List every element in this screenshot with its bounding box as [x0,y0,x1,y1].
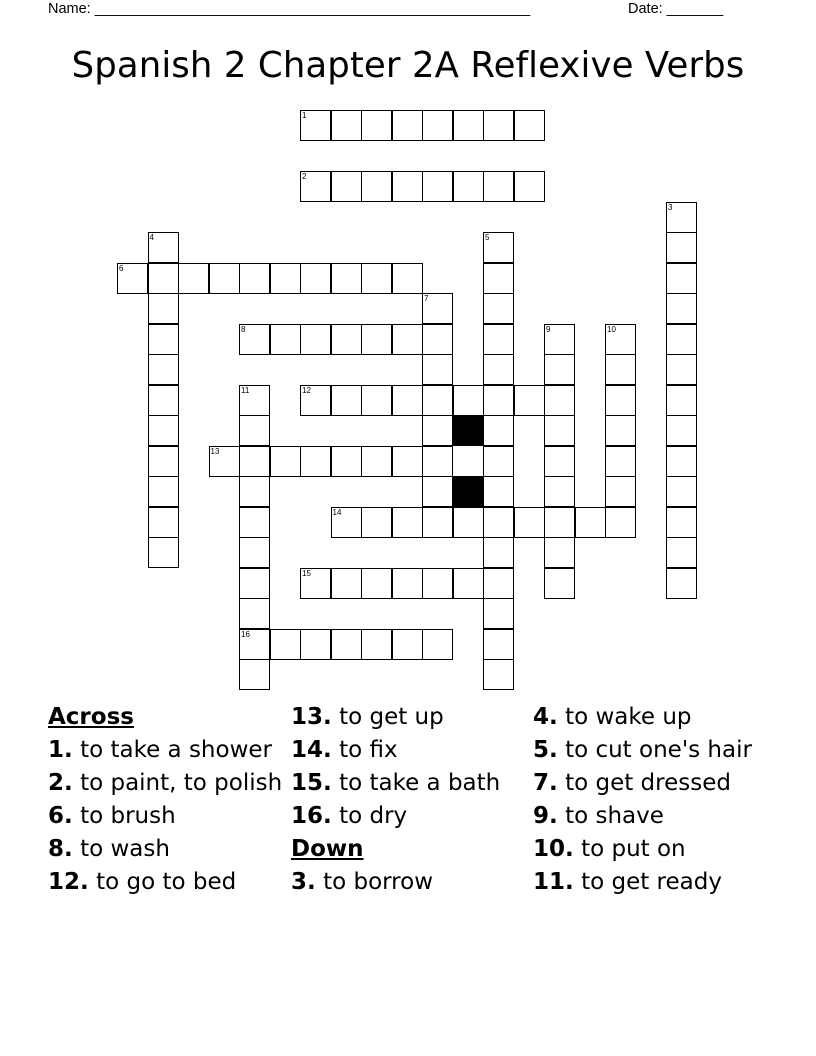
grid-cell[interactable] [209,446,240,477]
grid-cell[interactable] [331,568,362,599]
grid-cell[interactable] [514,507,545,538]
cell-number: 12 [302,385,311,395]
cell-number: 16 [241,629,250,639]
grid-cell[interactable] [239,446,270,477]
grid-cell[interactable] [148,446,179,477]
grid-cell[interactable] [483,324,514,355]
grid-cell[interactable] [514,171,545,202]
grid-cell[interactable] [453,507,484,538]
grid-cell[interactable] [422,446,453,477]
clue-column-2 [291,703,527,901]
grid-cell[interactable] [544,476,575,507]
page-title: Spanish 2 Chapter 2A Reflexive Verbs [71,45,745,86]
clue-across-6 [48,802,284,830]
grid-cell[interactable] [239,629,270,660]
grid-cell[interactable] [666,263,697,294]
grid-cell[interactable] [666,385,697,416]
grid-cell[interactable] [300,446,331,477]
grid-cell[interactable] [239,659,270,690]
clue-number: 10. [533,836,574,862]
clue-number: 9. [533,803,558,829]
grid-cell[interactable] [300,385,331,416]
grid-cell[interactable] [483,263,514,294]
grid-cell[interactable] [483,232,514,263]
clue-column-3 [533,703,769,901]
grid-cell[interactable] [483,171,514,202]
grid-cell[interactable] [666,476,697,507]
cell-number: 13 [210,446,220,456]
grid-cell[interactable] [514,110,545,141]
grid-cell[interactable] [392,446,423,477]
grid-cell[interactable] [666,354,697,385]
grid-cell[interactable] [148,293,179,324]
grid-cell[interactable] [392,263,423,294]
grid-cell[interactable] [422,629,453,660]
grid-cell[interactable] [544,568,575,599]
grid-cell[interactable] [270,324,301,355]
grid-cell[interactable] [148,354,179,385]
clue-number: 16. [291,803,332,829]
grid-cell[interactable] [544,385,575,416]
cell-number: 15 [302,568,311,578]
clue-across-14 [291,736,527,764]
grid-cell[interactable] [148,476,179,507]
grid-cell[interactable] [422,385,453,416]
grid-cell[interactable] [483,537,514,568]
clue-number: 1. [48,737,73,763]
clue-text: to wash [80,836,170,862]
grid-cell[interactable] [361,446,392,477]
clue-text: to get up [339,704,444,730]
clue-text: to cut one's hair [565,737,752,763]
grid-cell[interactable] [148,263,179,294]
clue-number: 2. [48,770,73,796]
clue-number: 6. [48,803,73,829]
grid-cell[interactable] [483,354,514,385]
grid-cell[interactable] [331,263,362,294]
grid-cell[interactable] [605,324,636,355]
cell-number: 14 [332,507,342,517]
grid-cell[interactable] [666,232,697,263]
grid-cell[interactable] [300,263,331,294]
grid-cell[interactable] [666,202,697,233]
grid-cell[interactable] [666,537,697,568]
grid-cell[interactable] [483,568,514,599]
clue-text: to wake up [565,704,692,730]
grid-cell[interactable] [605,354,636,385]
grid-cell[interactable] [239,507,270,538]
grid-cell[interactable] [392,507,423,538]
clue-down-10 [533,835,769,863]
name-field: Name: ______________________________________________________ [48,1,531,17]
grid-cell[interactable] [666,415,697,446]
grid-cell[interactable] [300,568,331,599]
grid-cell[interactable] [300,629,331,660]
grid-cell[interactable] [483,446,514,477]
grid-cell[interactable] [239,568,270,599]
grid-cell[interactable] [483,293,514,324]
grid-cell[interactable] [483,629,514,660]
clue-text: to take a shower [80,737,272,763]
clue-text: to put on [581,836,686,862]
clue-across-15 [291,769,527,797]
clue-text: to get ready [581,869,722,895]
grid-cell[interactable] [300,324,331,355]
grid-cell[interactable] [605,507,636,538]
grid-cell[interactable] [544,415,575,446]
cell-number: 1 [302,111,307,120]
grid-cell[interactable] [331,507,362,538]
grid-cell[interactable] [453,171,484,202]
clue-number: 3. [291,869,316,895]
grid-cell[interactable] [514,385,545,416]
grid-cell[interactable] [422,324,453,355]
clue-number: 15. [291,770,332,796]
grid-cell[interactable] [361,263,392,294]
grid-cell[interactable] [239,537,270,568]
grid-cell[interactable] [544,537,575,568]
grid-cell[interactable] [361,629,392,660]
grid-cell[interactable] [483,415,514,446]
cell-number: 4 [149,233,154,242]
grid-cell[interactable] [605,446,636,477]
grid-cell[interactable] [361,385,392,416]
grid-cell[interactable] [300,110,331,141]
grid-cell[interactable] [239,598,270,629]
grid-cell[interactable] [361,568,392,599]
grid-block [453,415,484,446]
clue-down-4 [533,703,769,731]
clue-column-1 [48,703,284,901]
cell-number: 7 [424,294,429,303]
grid-cell[interactable] [331,385,362,416]
clue-text: to borrow [323,869,434,895]
grid-cell[interactable] [453,110,484,141]
grid-cell[interactable] [575,507,606,538]
grid-cell[interactable] [453,385,484,416]
grid-cell[interactable] [544,507,575,538]
clue-across-13 [291,703,527,731]
grid-cell[interactable] [300,171,331,202]
cell-number: 6 [119,263,124,273]
clue-number: 7. [533,770,558,796]
clue-across-12 [48,868,284,896]
cell-number: 9 [546,324,551,334]
grid-cell[interactable] [422,171,453,202]
grid-cell[interactable] [605,385,636,416]
grid-cell[interactable] [331,446,362,477]
grid-cell[interactable] [666,324,697,355]
grid-cell[interactable] [239,324,270,355]
grid-cell[interactable] [666,446,697,477]
grid-cell[interactable] [148,507,179,538]
grid-cell[interactable] [605,415,636,446]
clue-across-2 [48,769,284,797]
clue-down-7 [533,769,769,797]
clue-text: to fix [339,737,398,763]
grid-cell[interactable] [178,263,209,294]
clue-text: to go to bed [96,869,237,895]
cell-number: 5 [485,233,490,242]
clue-down-5 [533,736,769,764]
grid-cell[interactable] [148,385,179,416]
grid-cell[interactable] [361,507,392,538]
grid-cell[interactable] [331,629,362,660]
date-field: Date: _______ [628,1,724,17]
cell-number: 3 [668,202,673,212]
clue-text: to take a bath [339,770,501,796]
clue-down-9 [533,802,769,830]
grid-cell[interactable] [270,446,301,477]
clue-across-16 [291,802,527,830]
grid-cell[interactable] [422,110,453,141]
across-heading: Across [48,704,134,730]
grid-cell[interactable] [270,263,301,294]
grid-cell[interactable] [331,171,362,202]
grid-cell[interactable] [117,263,148,294]
clue-number: 5. [533,737,558,763]
grid-cell[interactable] [148,415,179,446]
clue-number: 12. [48,869,89,895]
grid-cell[interactable] [483,507,514,538]
clue-text: to dry [339,803,408,829]
grid-cell[interactable] [239,476,270,507]
grid-cell[interactable] [483,659,514,690]
grid-cell[interactable] [483,385,514,416]
grid-cell[interactable] [453,568,484,599]
grid-cell[interactable] [361,171,392,202]
grid-cell[interactable] [331,324,362,355]
grid-cell[interactable] [666,293,697,324]
grid-cell[interactable] [392,568,423,599]
grid-cell[interactable] [544,324,575,355]
grid-cell[interactable] [270,629,301,660]
clue-down-3 [291,868,527,896]
grid-cell[interactable] [422,507,453,538]
clue-across-8 [48,835,284,863]
grid-cell[interactable] [544,446,575,477]
grid-cell[interactable] [392,629,423,660]
grid-cell[interactable] [148,232,179,263]
clue-text: to shave [565,803,664,829]
cell-number: 8 [241,324,246,334]
down-heading: Down [291,836,364,862]
grid-cell[interactable] [392,385,423,416]
cell-number: 2 [302,172,307,181]
clue-text: to paint, to polish [80,770,283,796]
grid-cell[interactable] [239,263,270,294]
clue-text: to brush [80,803,176,829]
grid-cell[interactable] [239,415,270,446]
grid-cell[interactable] [605,476,636,507]
cell-number: 11 [241,385,250,395]
cell-number: 10 [607,324,616,334]
grid-cell[interactable] [331,110,362,141]
clue-down-11 [533,868,769,896]
grid-cell[interactable] [392,324,423,355]
clue-text: to get dressed [565,770,731,796]
grid-cell[interactable] [422,476,453,507]
grid-cell[interactable] [361,324,392,355]
grid-cell[interactable] [666,507,697,538]
clue-number: 11. [533,869,574,895]
clue-number: 13. [291,704,332,730]
grid-block [453,476,484,507]
grid-cell[interactable] [422,293,453,324]
grid-cell[interactable] [422,568,453,599]
clue-number: 4. [533,704,558,730]
grid-cell[interactable] [392,171,423,202]
clue-number: 8. [48,836,73,862]
clue-number: 14. [291,737,332,763]
grid-cell[interactable] [483,476,514,507]
grid-cell[interactable] [148,537,179,568]
grid-cell[interactable] [209,263,240,294]
clue-across-1 [48,736,284,764]
grid-cell[interactable] [544,354,575,385]
grid-cell[interactable] [239,385,270,416]
grid-cell[interactable] [483,110,514,141]
grid-cell[interactable] [422,415,453,446]
grid-cell[interactable] [361,110,392,141]
grid-cell[interactable] [422,354,453,385]
grid-cell[interactable] [392,110,423,141]
grid-cell[interactable] [666,568,697,599]
grid-cell[interactable] [483,598,514,629]
grid-cell[interactable] [148,324,179,355]
